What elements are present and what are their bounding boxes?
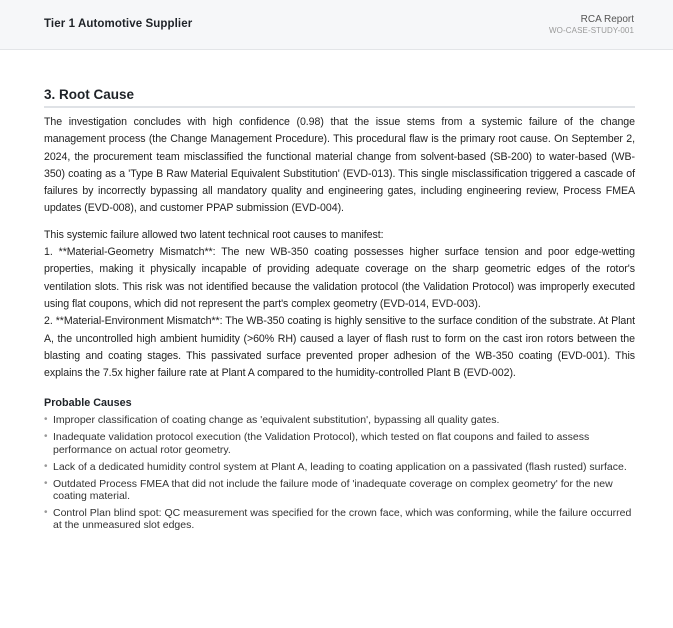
latent-cause-2: 2. **Material-Environment Mismatch**: The WB-350 coating is highly sensitive to the surface condition of the substrate. At Plant A, the uncontrolled high ambient humidity (>60% RH) caused a layer of flash rust to form on the cast iron rotors between the blasting and coating stages. This passivated surface prevented proper adhesion of the WB-350 coating (EVD-001). This explains the 7.5x higher failure rate at Plant A compared to the humidity-controlled Plant B (EVD-002). xyxy=(44,315,635,380)
list-item xyxy=(44,507,635,532)
probable-causes-title: Probable Causes xyxy=(44,397,132,410)
bullet-icon: • xyxy=(44,460,48,472)
company-name: Tier 1 Automotive Supplier xyxy=(44,18,193,30)
latent-causes-block xyxy=(44,227,635,383)
cause-text: Control Plan blind spot: QC measurement was specified for the crown face, which was conforming, while the failure occurred at the unmeasured slot edges. xyxy=(53,506,632,532)
report-content xyxy=(44,87,635,536)
root-cause-paragraph: The investigation concludes with high confidence (0.98) that the issue stems from a systemic failure of the change management process (the Change Management Procedure). This procedural flaw is the primary root cause. On September 2, 2024, the procurement team misclassified the functional material change from solvent-based (SB-200) to water-based (WB-350) coating as a 'Type B Raw Material Equivalent Substitution' (EVD-013). This single misclassification triggered a cascade of failures by incorrectly bypassing all mandatory quality and engineering gates, including engineering review, Process FMEA updates (EVD-008), and customer PPAP submission (EVD-004). xyxy=(44,116,635,215)
section-title: 3. Root Cause xyxy=(44,87,635,108)
list-item xyxy=(44,414,635,426)
cause-text: Outdated Process FMEA that did not include the failure mode of 'inadequate coverage on complex geometry' for the new coating material. xyxy=(53,477,613,502)
latent-causes-intro: This systemic failure allowed two latent technical root causes to manifest: xyxy=(44,228,384,241)
list-item xyxy=(44,431,635,456)
bullet-icon: • xyxy=(44,477,48,489)
report-meta xyxy=(549,14,634,36)
probable-causes-list xyxy=(44,414,635,531)
report-header xyxy=(0,0,673,50)
cause-text: Inadequate validation protocol execution (the Validation Protocol), which tested on flat coupons and failed to assess performance on actual rotor geometry. xyxy=(53,431,590,456)
list-item xyxy=(44,461,635,473)
report-id: WO-CASE-STUDY-001 xyxy=(549,26,634,35)
list-item xyxy=(44,478,635,503)
latent-cause-1: 1. **Material-Geometry Mismatch**: The new WB-350 coating possesses higher surface tension and poor edge-wetting properties, making it physically incapable of providing adequate coverage on the sharp geometric edges of the rotor's ventilation slots. This risk was not identified because the validation protocol (the Validation Protocol) was improperly executed using flat coupons, which did not represent the part's complex geometry (EVD-014, EVD-003). xyxy=(44,246,635,310)
report-title: RCA Report xyxy=(580,14,634,25)
cause-text: Improper classification of coating change as 'equivalent substitution', bypassing all quality gates. xyxy=(53,414,500,427)
cause-text: Lack of a dedicated humidity control system at Plant A, leading to coating application on a passivated (flash rusted) surface. xyxy=(53,460,627,473)
bullet-icon: • xyxy=(44,431,48,443)
bullet-icon: • xyxy=(44,506,48,518)
bullet-icon: • xyxy=(44,414,48,426)
